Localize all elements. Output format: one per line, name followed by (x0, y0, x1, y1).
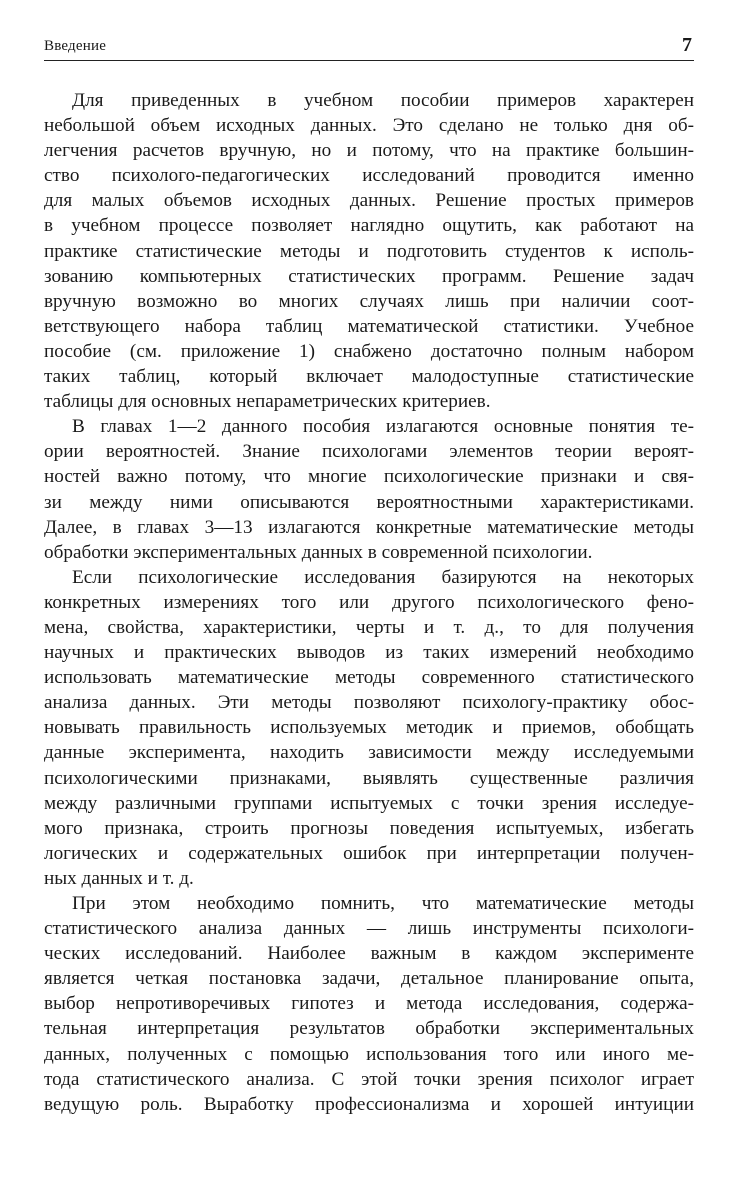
text-line: легчения расчетов вручную, но и потому, что на практике большин- (44, 140, 694, 162)
text-line: ство психолого-педагогических исследований проводится именно (44, 165, 694, 187)
text-line: данные эксперимента, находить зависимости между исследуемыми (44, 742, 694, 764)
text-line: зованию компьютерных статистических программ. Решение задач (44, 265, 694, 287)
text-line: статистического анализа данных — лишь инструменты психологи- (44, 918, 694, 940)
paragraph (44, 891, 694, 1117)
text-line: научных и практических выводов из таких измерений необходимо (44, 642, 694, 664)
text-line: таких таблиц, который включает малодоступные статистические (44, 366, 694, 388)
text-line: При этом необходимо помнить, что математические методы (72, 893, 694, 914)
text-line: выбор непротиворечивых гипотез и метода исследования, содержа- (44, 993, 694, 1015)
text-line: между различными группами испытуемых с точки зрения исследуе- (44, 792, 694, 814)
paragraph (44, 88, 694, 414)
text-line: небольшой объем исходных данных. Это сделано не только дня об- (44, 115, 694, 137)
paragraph (44, 414, 694, 565)
text-line: использовать математические методы современного статистического (44, 667, 694, 689)
text-line: мого признака, строить прогнозы поведения испытуемых, избегать (44, 817, 694, 839)
text-line: логических и содержательных ошибок при интерпретации получен- (44, 842, 694, 864)
text-line: в учебном процессе позволяет наглядно ощутить, как работают на (44, 215, 694, 237)
text-line: пособие (см. приложение 1) снабжено достаточно полным набором (44, 340, 694, 362)
running-head (44, 30, 694, 61)
text-line: данных, полученных с помощью использования того или иного ме- (44, 1043, 694, 1065)
text-line: ных данных и т. д. (44, 867, 194, 889)
text-line: В главах 1—2 данного пособия излагаются основные понятия те- (72, 416, 694, 438)
paragraph (44, 565, 694, 891)
text-line: ческих исследований. Наиболее важным в каждом эксперименте (44, 943, 694, 965)
page-number: 7 (682, 34, 692, 56)
text-line: психологическими признаками, выявлять существенные различия (44, 767, 694, 789)
text-line: зи между ними описываются вероятностными характеристиками. (44, 491, 694, 513)
text-line: ветствующего набора таблиц математической статистики. Учебное (44, 315, 694, 337)
text-line: для малых объемов исходных данных. Решение простых примеров (44, 190, 694, 212)
text-line: мена, свойства, характеристики, черты и т. д., то для получения (44, 616, 694, 638)
text-line: Если психологические исследования базируются на некоторых (72, 566, 694, 588)
text-line: тода статистического анализа. С этой точки зрения психолог играет (44, 1068, 694, 1090)
text-line: Для приведенных в учебном пособии примеров характерен (72, 90, 694, 111)
section-name: Введение (44, 38, 107, 54)
text-line: конкретных измерениях того или другого психологического фено- (44, 591, 694, 613)
text-line: практике статистические методы и подготовить студентов к исполь- (44, 240, 694, 262)
text-line: ории вероятностей. Знание психологами элементов теории вероят- (44, 441, 694, 463)
text-line: ведущую роль. Выработку профессионализма и хорошей интуиции (44, 1093, 694, 1115)
text-line: тельная интерпретация результатов обработки экспериментальных (44, 1018, 694, 1040)
text-line: ностей важно потому, что многие психологические признаки и свя- (44, 466, 694, 488)
text-line: обработки экспериментальных данных в современной психологии. (44, 541, 593, 563)
text-line: таблицы для основных непараметрических критериев. (44, 391, 491, 413)
text-line: новывать правильность используемых методик и приемов, обобщать (44, 717, 694, 739)
text-line: вручную возможно во многих случаях лишь при наличии соот- (44, 290, 694, 312)
text-line: Далее, в главах 3—13 излагаются конкретные математические методы (44, 516, 694, 538)
text-line: является четкая постановка задачи, детальное планирование опыта, (44, 968, 694, 990)
text-body (44, 88, 694, 1117)
text-line: анализа данных. Эти методы позволяют психологу-практику обос- (44, 692, 694, 714)
